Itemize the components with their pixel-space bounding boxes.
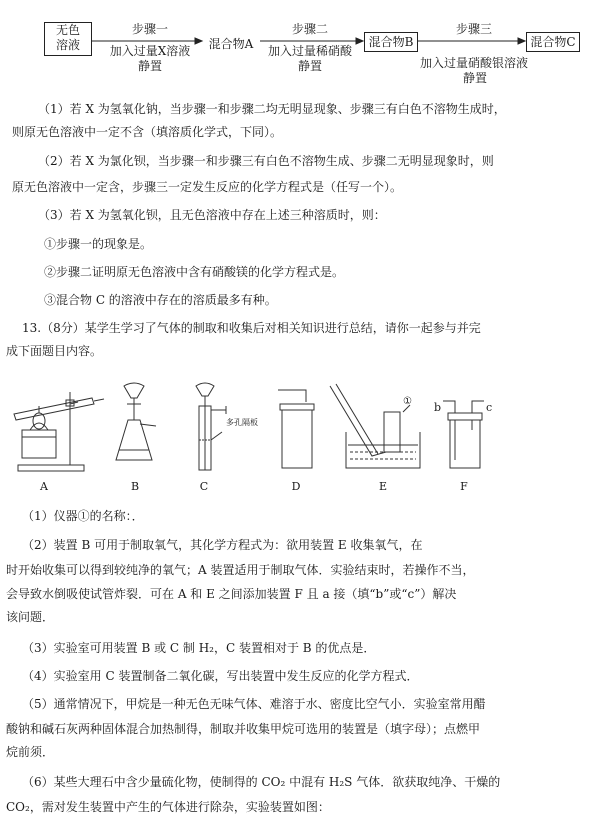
apparatus-d [278, 390, 314, 468]
apparatus-f-b: b [434, 401, 442, 414]
q12-line-4: 原无色溶液中一定含，步骤三一定发生反应的化学方程式是（任写一个）。 [12, 180, 403, 194]
q12-line-7: ②步骤二证明原无色溶液中含有硝酸镁的化学方程式是。 [44, 265, 345, 279]
q13-line-6: （3）实验室可用装置 B 或 C 制 H₂，C 装置相对于 B 的优点是． [22, 641, 376, 655]
apparatus-e-mark: ① [403, 396, 412, 407]
mix-a-label: 混合物A [208, 37, 254, 51]
q13-line-5: 该问题． [6, 610, 55, 624]
apparatus-f-c: c [486, 401, 493, 414]
q13-line-11: （6）某些大理石中含少量硫化物，使制得的 CO₂ 中混有 H₂S 气体．欲获取纯净、干燥的 [22, 775, 501, 789]
q13-line-10: 烷前须． [6, 745, 55, 759]
q13-line-9: 酸钠和碱石灰两种固体混合加热制得，制取并收集甲烷可选用的装置是（填字母）；点燃甲 [6, 722, 481, 736]
flow-start-line2: 溶液 [55, 38, 80, 52]
q12-line-1: （1）若 X 为氢氧化钠，当步骤一和步骤二均无明显现象、步骤三有白色不溶物生成时， [38, 102, 506, 116]
q12-line-6: ①步骤一的现象是。 [44, 237, 153, 251]
q12-line-8: ③混合物 C 的溶液中存在的溶质最多有种。 [44, 293, 277, 307]
step2-title: 步骤二 [291, 22, 328, 36]
q13-line-8: （5）通常情况下，甲烷是一种无色无味气体、难溶于水、密度比空气小．实验室常用醋 [22, 697, 486, 711]
apparatus-f [443, 401, 484, 468]
q13-line-4: 会导致水倒吸使试管炸裂．可在 A 和 E 之间添加装置 F 且 a 接（填“b”或“c”）解决 [6, 587, 457, 601]
step1-sub1: 加入过量X溶液 [109, 44, 191, 58]
apparatus-c-note: 多孔隔板 [226, 418, 258, 427]
mix-c-label: 混合物C [530, 35, 576, 49]
apparatus-a [14, 392, 104, 471]
q13-line-7: （4）实验室用 C 装置制备二氧化碳，写出装置中发生反应的化学方程式． [22, 669, 419, 683]
apparatus-b [116, 383, 156, 460]
step3-sub2: 静置 [462, 71, 487, 85]
q12-line-2: 则原无色溶液中一定不含（填溶质化学式，下同）。 [12, 125, 283, 139]
apparatus-label-d: D [291, 480, 301, 493]
q12-line-3: （2）若 X 为氯化钡，当步骤一和步骤三有白色不溶物生成、步骤二无明显现象时，则 [38, 154, 494, 168]
mix-b-label: 混合物B [368, 35, 414, 49]
apparatus-c [196, 383, 226, 470]
apparatus-label-c: C [199, 480, 209, 493]
q13-line-1: （1）仪器①的名称：． [22, 509, 144, 523]
apparatus-label-b: B [130, 480, 140, 493]
apparatus-label-f: F [460, 480, 468, 493]
flow-start-line1: 无色 [55, 23, 80, 37]
q13-line-3: 时开始收集可以得到较纯净的氧气；A 装置适用于制取气体．实验结束时，若操作不当， [6, 563, 475, 577]
q13-line-2: （2）装置 B 可用于制取氧气，其化学方程式为：欲用装置 E 收集氧气，在 [22, 538, 423, 552]
q13-intro-2: 成下面题目内容。 [6, 344, 103, 358]
apparatus-label-e: E [378, 480, 388, 493]
step2-sub2: 静置 [297, 59, 322, 73]
step3-sub1: 加入过量硝酸银溶液 [419, 56, 528, 70]
step1-title: 步骤一 [131, 22, 168, 36]
step1-sub2: 静置 [137, 59, 162, 73]
q12-line-5: （3）若 X 为氢氧化钡，且无色溶液中存在上述三种溶质时，则： [38, 208, 386, 222]
apparatus-label-a: A [40, 480, 48, 493]
step3-title: 步骤三 [455, 22, 492, 36]
q13-line-12: CO₂，需对发生装置中产生的气体进行除杂，实验装置如图： [6, 800, 330, 814]
step2-sub1: 加入过量稀硝酸 [267, 44, 352, 58]
q13-intro-1: 13.（8分）某学生学习了气体的制取和收集后对相关知识进行总结，请你一起参与并完 [22, 321, 481, 335]
